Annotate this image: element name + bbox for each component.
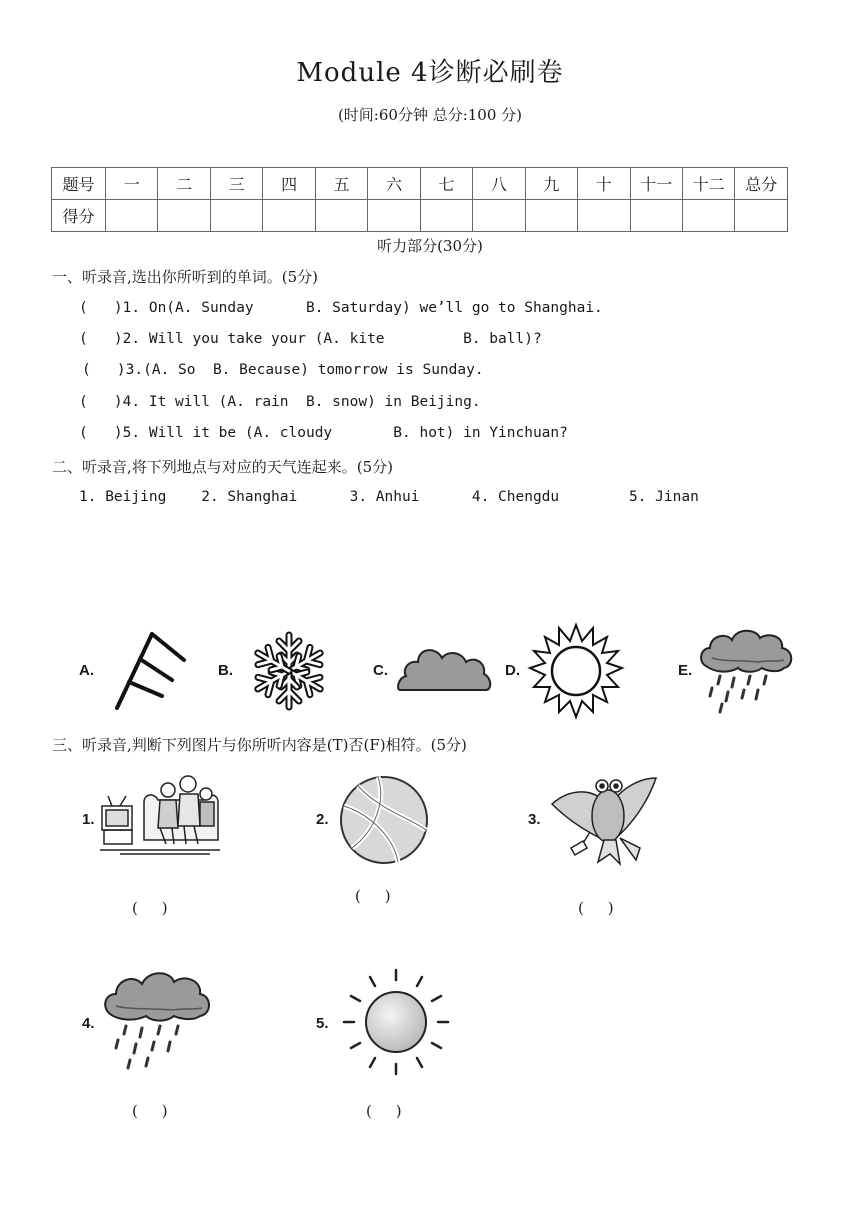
kite-icon	[550, 768, 660, 868]
column-header: 十二	[682, 168, 734, 200]
exam-info: (时间:60分钟 总分:100 分)	[337, 106, 523, 124]
column-header: 五	[315, 168, 367, 200]
picture-number-3: 3.	[528, 811, 541, 828]
answer-blank-2[interactable]: ( )	[355, 887, 391, 905]
column-header: 十	[578, 168, 630, 200]
column-header: 四	[263, 168, 315, 200]
score-cell[interactable]	[630, 200, 682, 232]
option-label-d: D.	[505, 662, 520, 679]
places-list: 1. Beijing 2. Shanghai 3. Anhui 4. Chengdu 5. Jinan	[79, 489, 699, 505]
picture-number-4: 4.	[82, 1015, 95, 1032]
question-4: ( )4. It will (A. rain B. snow) in Beijing.	[79, 394, 481, 410]
score-cell[interactable]	[473, 200, 525, 232]
column-header: 八	[473, 168, 525, 200]
column-header: 九	[525, 168, 577, 200]
question-5: ( )5. Will it be (A. cloudy B. hot) in Yinchuan?	[79, 425, 568, 441]
answer-blank-4[interactable]: ( )	[132, 1102, 168, 1120]
rain-cloud-icon	[102, 968, 214, 1076]
cloud-icon	[396, 644, 492, 694]
column-header: 一	[106, 168, 158, 200]
row-label: 题号	[52, 168, 106, 200]
answer-blank-1[interactable]: ( )	[132, 899, 168, 917]
part3-heading: 三、听录音,判断下列图片与你所听内容是(T)否(F)相符。(5分)	[52, 736, 467, 754]
part2-heading: 二、听录音,将下列地点与对应的天气连起来。(5分)	[52, 458, 394, 476]
score-cell[interactable]	[682, 200, 734, 232]
score-cell[interactable]	[578, 200, 630, 232]
page-title: Module 4诊断必刷卷	[296, 58, 564, 88]
option-label-e: E.	[678, 662, 693, 679]
option-label-b: B.	[218, 662, 233, 679]
rain-cloud-icon	[698, 626, 794, 716]
score-cell[interactable]	[368, 200, 420, 232]
picture-number-5: 5.	[316, 1015, 329, 1032]
column-header: 六	[368, 168, 420, 200]
column-header: 三	[210, 168, 262, 200]
ball-icon	[338, 774, 430, 866]
score-cell[interactable]	[263, 200, 315, 232]
score-cell[interactable]	[210, 200, 262, 232]
family-watching-tv-picture	[100, 770, 222, 856]
score-cell[interactable]	[158, 200, 210, 232]
row-label: 得分	[52, 200, 106, 232]
question-1: ( )1. On(A. Sunday B. Saturday) we’ll go to Shanghai.	[79, 300, 603, 316]
column-header: 二	[158, 168, 210, 200]
sun-icon	[528, 624, 624, 718]
score-table-header-row	[52, 168, 788, 200]
option-label-a: A.	[79, 662, 94, 679]
score-table	[51, 167, 788, 232]
option-label-c: C.	[373, 662, 388, 679]
question-3: ( )3.(A. So B. Because) tomorrow is Sunday.	[82, 362, 484, 378]
question-2: ( )2. Will you take your (A. kite B. ball)?	[79, 331, 542, 347]
column-header: 七	[420, 168, 472, 200]
score-table-score-row	[52, 200, 788, 232]
score-cell[interactable]	[420, 200, 472, 232]
score-cell[interactable]	[525, 200, 577, 232]
column-header: 十一	[630, 168, 682, 200]
listening-section-header: 听力部分(30分)	[377, 237, 483, 255]
picture-number-2: 2.	[316, 811, 329, 828]
score-cell[interactable]	[315, 200, 367, 232]
picture-number-1: 1.	[82, 811, 95, 828]
score-cell[interactable]	[735, 200, 788, 232]
score-cell[interactable]	[106, 200, 158, 232]
part1-heading: 一、听录音,选出你所听到的单词。(5分)	[52, 268, 319, 286]
answer-blank-5[interactable]: ( )	[366, 1102, 402, 1120]
snowflake-icon	[243, 628, 335, 714]
sun-icon	[340, 966, 452, 1078]
wind-icon	[112, 630, 192, 712]
answer-blank-3[interactable]: ( )	[578, 899, 614, 917]
column-header: 总分	[735, 168, 788, 200]
